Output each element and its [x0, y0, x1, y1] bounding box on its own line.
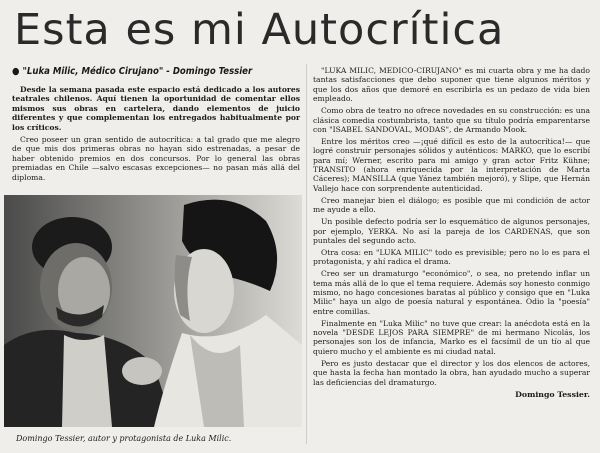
body-paragraph: Creo poseer un gran sentido de autocrítica: a tal grado que me alegro de que mis dos primeras obras no hayan sido estrenadas, a pesar de haber obtenido premios en dos concursos. Por lo general las obras premiadas en Chile —salvo escasas excepciones— no pasan más allá del diploma.: [12, 135, 300, 182]
left-column: [12, 85, 300, 185]
kicker-text: "Luka Milic, Médico Cirujano" - Domingo Tessier: [22, 66, 253, 77]
headline: Esta es mi Autocrítica: [14, 5, 505, 55]
photo-caption: Domingo Tessier, autor y protagonista de Luka Milic.: [16, 434, 232, 443]
paragraph: "LUKA MILIC, MEDICO-CIRUJANO" es mi cuarta obra y me ha dado tantas satisfacciones que debo suponer que tiene algunos méritos y que los dos años que demoré en escribirla es un pedazo de vida bien empleado.: [313, 66, 590, 104]
paragraph: Creo ser un dramaturgo "económico", o sea, no pretendo inflar un tema más allá de lo que el tema requiere. Además soy honesto conmigo mismo, no hago concesiones baratas al público y consigo que en "Luka Milic" haya un algo de poesía natural y espontánea. Odio la "poesía" entre comillas.: [313, 269, 590, 316]
paragraph: Entre los méritos creo —¡qué difícil es esto de la autocrítica!— que logré construir personajes sólidos y auténticos: MARKO, que lo escribí para mí; Werner, escrito para mi amigo y gran actor Fritz Kühne; TRANSITO (ahora enriquecida por la interpretación de Marta Cáceres); MANSILLA (que Yánez también mejoró), y Slipe, que Hernán Vallejo hace con sorprendente autenticidad.: [313, 136, 590, 193]
paragraph: Un posible defecto podría ser lo esquemático de algunos personajes, por ejemplo, YERKA. No así la pareja de los CARDENAS, que son puntales del segundo acto.: [313, 217, 590, 245]
signature: Domingo Tessier.: [515, 389, 590, 399]
intro-paragraph: Desde la semana pasada este espacio está dedicado a los autores teatrales chilenos. Aquí tienen la oportunidad de comentar ellos mismos sus obras en cartelera, dando elementos de juicio diferentes y que complementan los entregados habitualmente por los críticos.: [12, 85, 300, 132]
bullet-icon: ●: [12, 66, 20, 77]
kicker: [12, 66, 302, 77]
right-column: [313, 66, 590, 399]
paragraph: Otra cosa: en "LUKA MILIC" todo es previsible; pero no lo es para el protagonista, y ahí radica el drama.: [313, 247, 590, 267]
photo: [4, 195, 302, 427]
paragraph: Como obra de teatro no ofrece novedades en su construcción: es una clásica comedia costumbrista, tanto que su título podría emparentarse con "ISABEL SANDOVAL, MODAS", de Armando Mook.: [313, 106, 590, 134]
paragraph: Pero es justo destacar que el director y los dos elencos de actores, que hasta la fecha han montado la obra, han ayudado mucho a superar las deficiencias del dramaturgo.: [313, 358, 590, 387]
column-divider: [306, 64, 307, 444]
paragraph: Creo manejar bien el diálogo; es posible que mi condición de actor me ayude a ello.: [313, 195, 590, 215]
paragraph: Finalmente en "Luka Milic" no tuve que crear: la anécdota está en la novela "DESDE LEJOS PARA SIEMPRE" de mi hermano Nicolás, los personajes son los de infancia, Marko es el facsímil de un tío al que quiero mucho y el ambiente es mi ciudad natal.: [313, 318, 590, 356]
photo-image: [4, 195, 302, 427]
